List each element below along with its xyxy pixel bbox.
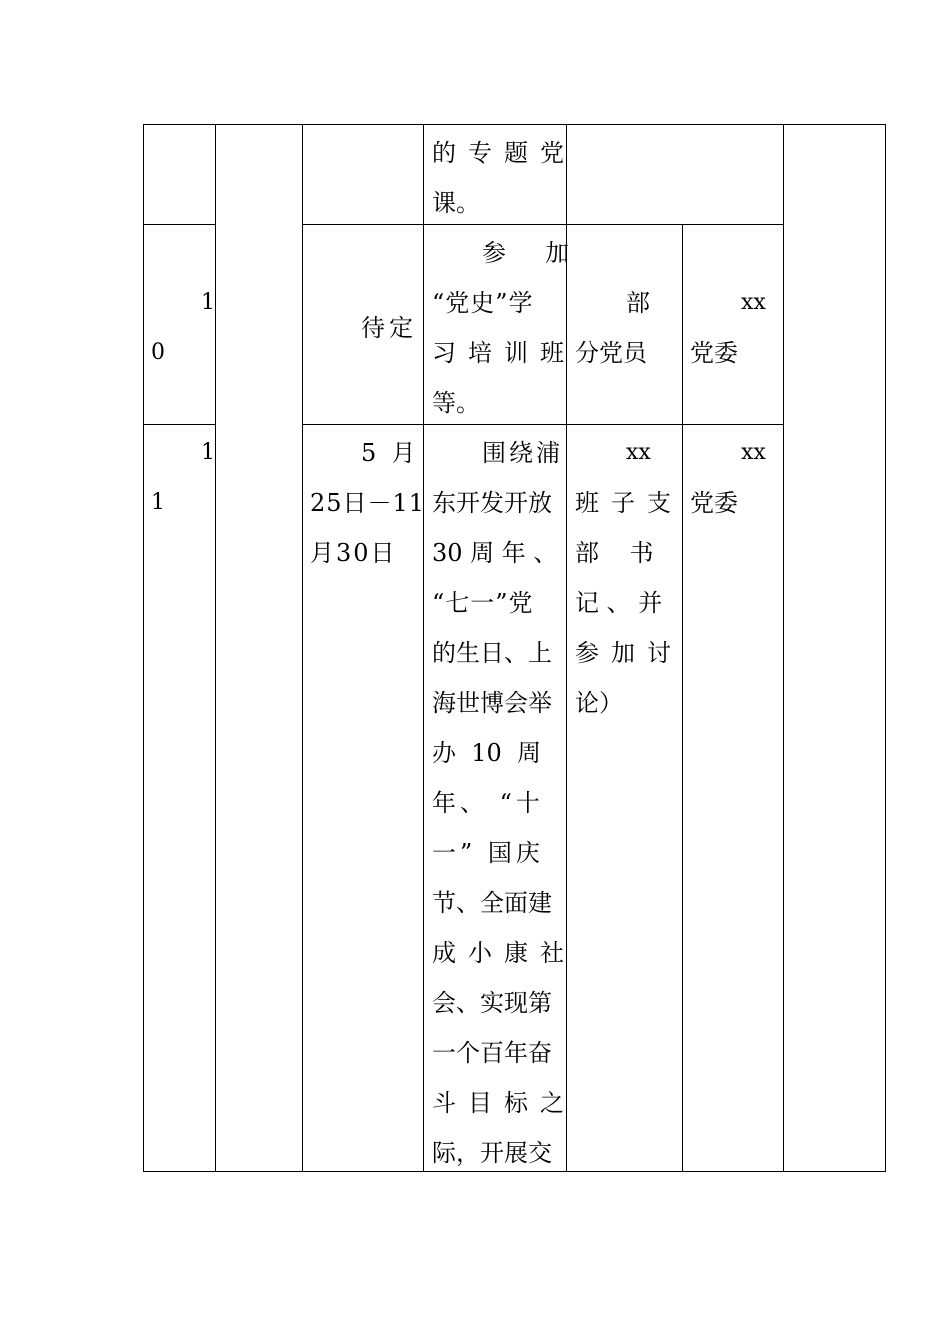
organizer-line: 党委 — [690, 489, 738, 517]
content-line: 会、实现第 — [432, 989, 552, 1017]
col-line-1 — [215, 124, 216, 1172]
content-line: “七一”党 — [432, 589, 534, 617]
content-line: 一” 国庆 — [432, 839, 544, 867]
content-line: 习培训班 — [432, 339, 576, 367]
row-divider-1-left — [143, 224, 215, 225]
content-line: 的专题党 — [432, 139, 576, 167]
row-number-line1: 1 — [201, 290, 215, 315]
participants-line: 论） — [575, 689, 623, 717]
content-line: 际，开展交 — [432, 1139, 552, 1167]
row-number-line2: 0 — [151, 340, 165, 365]
participants-line: 分党员 — [575, 339, 647, 367]
content-line: 成小康社 — [432, 939, 576, 967]
content-line: 一个百年奋 — [432, 1039, 552, 1067]
col-line-3 — [423, 124, 424, 1172]
col-line-6 — [783, 124, 784, 1172]
content-line: 斗目标之 — [432, 1089, 576, 1117]
organizer-line: xx — [741, 290, 766, 315]
content-line: “党史”学 — [432, 289, 534, 317]
time-line: 25日－11 — [310, 489, 426, 517]
row-divider-2-left — [143, 424, 215, 425]
content-line: 30 周 年 、 — [432, 539, 558, 567]
col-line-2 — [302, 124, 303, 1172]
participants-line: 部 书 — [575, 539, 654, 567]
row-number-line2: 1 — [151, 490, 165, 515]
organizer-line: 党委 — [690, 339, 738, 367]
time-line: 5 月 — [361, 439, 416, 467]
content-line: 的生日、上 — [432, 639, 552, 667]
content-line: 节、全面建 — [432, 889, 552, 917]
participants-line: 班子支 — [575, 489, 683, 517]
organizer-line: xx — [741, 440, 766, 465]
content-line: 年、 “十 — [432, 789, 544, 817]
col-line-5 — [682, 224, 683, 1172]
content-line: 围绕浦 — [482, 439, 563, 467]
content-line: 东开发开放 — [432, 489, 552, 517]
table-border-top — [143, 124, 886, 125]
time-cell: 待定 — [361, 314, 417, 342]
row-divider-1-right — [302, 224, 783, 225]
content-line: 课。 — [432, 189, 480, 217]
content-line: 办 10 周 — [432, 739, 542, 767]
row-number-line1: 1 — [201, 440, 215, 465]
participants-line: 记 、 并 — [575, 589, 663, 617]
content-line: 等。 — [432, 389, 480, 417]
row-divider-2-right — [302, 424, 783, 425]
col-line-0 — [143, 124, 144, 1172]
col-line-4 — [566, 124, 567, 1172]
time-line: 月30日 — [310, 539, 397, 567]
content-line: 参 加 — [482, 239, 578, 267]
col-line-7 — [885, 124, 886, 1172]
participants-line: 部 — [626, 289, 650, 317]
participants-line: xx — [626, 440, 651, 465]
participants-line: 参加讨 — [575, 639, 683, 667]
content-line: 海世博会举 — [432, 689, 552, 717]
